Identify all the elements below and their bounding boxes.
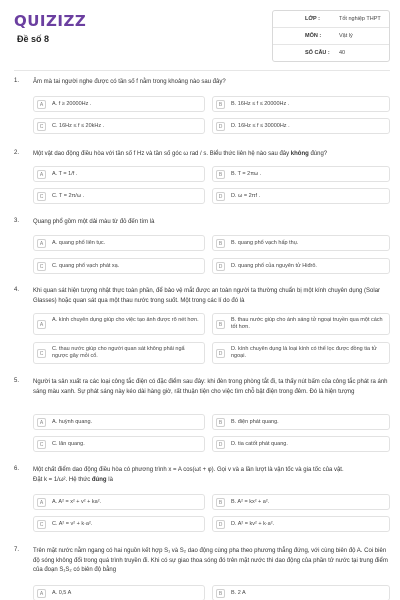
- option-text: A. huỳnh quang.: [52, 419, 93, 425]
- meta-label: LỚP :: [305, 16, 320, 22]
- meta-row-class: [273, 11, 389, 28]
- option-a[interactable]: [33, 585, 205, 600]
- option-text: D. kính chuyên dụng là loại kính có thể lọc được đồng tia tử ngoại.: [231, 346, 377, 359]
- option-a[interactable]: [33, 313, 205, 335]
- option-letter: B: [216, 418, 225, 427]
- option-letter: B: [216, 170, 225, 179]
- option-b[interactable]: [212, 414, 390, 430]
- quizizz-logo: QUIZIZZ: [14, 12, 87, 30]
- question-text: Quang phổ gồm một dải màu từ đỏ đến tím là: [33, 219, 155, 225]
- meta-info-box: [272, 10, 390, 62]
- question-text-line: [33, 476, 389, 486]
- option-text: B. thau nước giúp cho ánh sáng tử ngoại truyền qua một cách tốt hơn.: [231, 317, 383, 330]
- option-c[interactable]: [33, 258, 205, 274]
- question-text: [33, 466, 389, 485]
- question-text: Âm mà tai người nghe được có tần số f nằm trong khoảng nào sau đây?: [33, 79, 226, 85]
- question-number: 6.: [14, 466, 20, 472]
- option-letter: D: [216, 520, 225, 529]
- option-b[interactable]: [212, 313, 390, 335]
- meta-value: 40: [339, 50, 346, 56]
- meta-row-question-count: [273, 45, 389, 62]
- option-c[interactable]: [33, 188, 205, 204]
- option-text: C. 16Hz ≤ f ≤ 20kHz .: [52, 123, 105, 129]
- question-number: 3.: [14, 218, 20, 224]
- option-a[interactable]: [33, 494, 205, 510]
- option-text: D. 16Hz ≤ f ≤ 30000Hz .: [231, 123, 290, 129]
- option-letter: C: [37, 440, 46, 449]
- option-text: D. quang phổ của nguyên tử Hiđrô.: [231, 263, 317, 269]
- option-letter: C: [37, 520, 46, 529]
- option-a[interactable]: [33, 166, 205, 182]
- question-text: Người ta sản xuất ra các loại công tắc điện có đặc điểm sau đây: khi đèn trong phòng tắt đi, ta thấy nút bấm của công tắc phát ra ánh sáng màu xanh. Sự phát sáng này kéo dài hàng giờ, rất thuận tiện cho việc tìm chỗ bật điện trong đêm. Đó là hiện tượng: [33, 379, 388, 395]
- option-letter: A: [37, 589, 46, 598]
- option-letter: D: [216, 440, 225, 449]
- option-text: C. thau nước giúp cho người quan sát không phải ngẩ ngược gây mỏi cổ.: [52, 346, 185, 359]
- question-number: 5.: [14, 378, 20, 384]
- option-letter: A: [37, 498, 46, 507]
- option-letter: C: [37, 122, 46, 131]
- question-text-part: đúng?: [308, 151, 328, 157]
- option-text: A. T = 1/f .: [52, 171, 78, 177]
- option-text: D. ω = 2πf .: [231, 193, 261, 199]
- option-d[interactable]: [212, 436, 390, 452]
- option-letter: A: [37, 418, 46, 427]
- option-a[interactable]: [33, 414, 205, 430]
- option-d[interactable]: [212, 258, 390, 274]
- option-text: A. 0,5 A: [52, 590, 72, 596]
- option-text: D. tia catốt phát quang.: [231, 441, 288, 447]
- question-text-part: Một vật dao động điều hòa với tần số f Hz và tần số góc ω rad / s. Biểu thức liên hệ nào sau đây: [33, 151, 291, 157]
- option-b[interactable]: [212, 585, 390, 600]
- option-text: A. f ≥ 20000Hz .: [52, 101, 92, 107]
- meta-label: SỐ CÂU :: [305, 50, 330, 56]
- question-text-emphasis: không: [290, 151, 309, 157]
- option-b[interactable]: [212, 235, 390, 251]
- option-a[interactable]: [33, 96, 205, 112]
- option-text: A. A² = x² + v² + ka².: [52, 499, 102, 505]
- option-d[interactable]: [212, 188, 390, 204]
- meta-value: Tốt nghiệp THPT: [339, 16, 381, 22]
- question-number: 2.: [14, 150, 20, 156]
- question-number: 1.: [14, 78, 20, 84]
- option-letter: C: [37, 262, 46, 271]
- option-letter: B: [216, 100, 225, 109]
- option-letter: C: [37, 349, 46, 358]
- option-text: B. A² = kx² + a².: [231, 499, 270, 505]
- question-number: 4.: [14, 287, 20, 293]
- option-letter: D: [216, 349, 225, 358]
- option-letter: A: [37, 170, 46, 179]
- option-letter: A: [37, 239, 46, 248]
- option-c[interactable]: [33, 436, 205, 452]
- option-letter: C: [37, 192, 46, 201]
- option-text: B. quang phổ vạch hấp thụ.: [231, 240, 299, 246]
- option-letter: B: [216, 320, 225, 329]
- question-text: [33, 150, 389, 160]
- option-c[interactable]: [33, 342, 205, 364]
- option-letter: A: [37, 100, 46, 109]
- option-text: C. A² = v² + k·a².: [52, 521, 93, 527]
- option-letter: D: [216, 262, 225, 271]
- option-text: B. 2 A: [231, 590, 246, 596]
- meta-row-subject: [273, 28, 389, 45]
- option-text: B. T = 2πω .: [231, 171, 262, 177]
- option-letter: B: [216, 239, 225, 248]
- option-text: A. quang phổ liên tục.: [52, 240, 106, 246]
- question-text: Trên mặt nước nằm ngang có hai nguồn kết hợp S₁ và S₂ dao động cùng pha theo phương thẳng đứng, với cùng biên độ A. Coi biên độ sóng không đổi trong quá trình truyền đi. Khi có sự giao thoa sóng đó trên mặt nước thì dao động của phần tử nước tại trung điểm của đoạn S₁S₂ có biên độ bằng: [33, 548, 388, 573]
- worksheet-header: [0, 0, 400, 72]
- meta-label: MÔN :: [305, 33, 322, 39]
- question-text-line: Một chất điểm dao động điều hòa có phương trình x = A cos(ωt + φ). Gọi v và a lần lượt là vận tốc và gia tốc của vật.: [33, 467, 344, 473]
- option-b[interactable]: [212, 494, 390, 510]
- option-letter: B: [216, 498, 225, 507]
- option-b[interactable]: [212, 96, 390, 112]
- option-text: C. lân quang.: [52, 441, 85, 447]
- option-text: C. T = 2π/ω .: [52, 193, 85, 199]
- option-text: A. kính chuyên dụng giúp cho việc tạo ảnh được rõ nét hơn.: [52, 317, 199, 323]
- option-letter: D: [216, 122, 225, 131]
- option-text: B. điện phát quang.: [231, 419, 279, 425]
- exam-title: Đề số 8: [17, 34, 50, 44]
- option-c[interactable]: [33, 516, 205, 532]
- option-d[interactable]: [212, 342, 390, 364]
- question-text: Khi quan sát hiện tượng nhật thực toàn phần, để bảo vệ mắt được an toàn người ta thường chuẩn bị một kính chuyên dụng (Solar Glasses) hoặc quan sát qua một thau nước trong suốt. Một trong các lí do đó là: [33, 288, 381, 304]
- header-divider: [14, 70, 390, 71]
- question-text-part: Đặt k = 1/ω². Hệ thức: [33, 476, 92, 483]
- option-a[interactable]: [33, 235, 205, 251]
- option-b[interactable]: [212, 166, 390, 182]
- option-text: B. 16Hz ≤ f ≤ 20000Hz .: [231, 101, 290, 107]
- option-letter: A: [37, 320, 46, 329]
- option-d[interactable]: [212, 516, 390, 532]
- question-text-emphasis: đúng: [91, 476, 107, 483]
- question-text-part: là: [106, 476, 113, 483]
- meta-value: Vật lý: [339, 33, 353, 39]
- question-number: 7.: [14, 547, 20, 553]
- option-text: D. A² = kv² + k·a².: [231, 521, 275, 527]
- option-d[interactable]: [212, 118, 390, 134]
- option-letter: D: [216, 192, 225, 201]
- option-text: C. quang phổ vạch phát xạ.: [52, 263, 120, 269]
- option-letter: B: [216, 589, 225, 598]
- option-c[interactable]: [33, 118, 205, 134]
